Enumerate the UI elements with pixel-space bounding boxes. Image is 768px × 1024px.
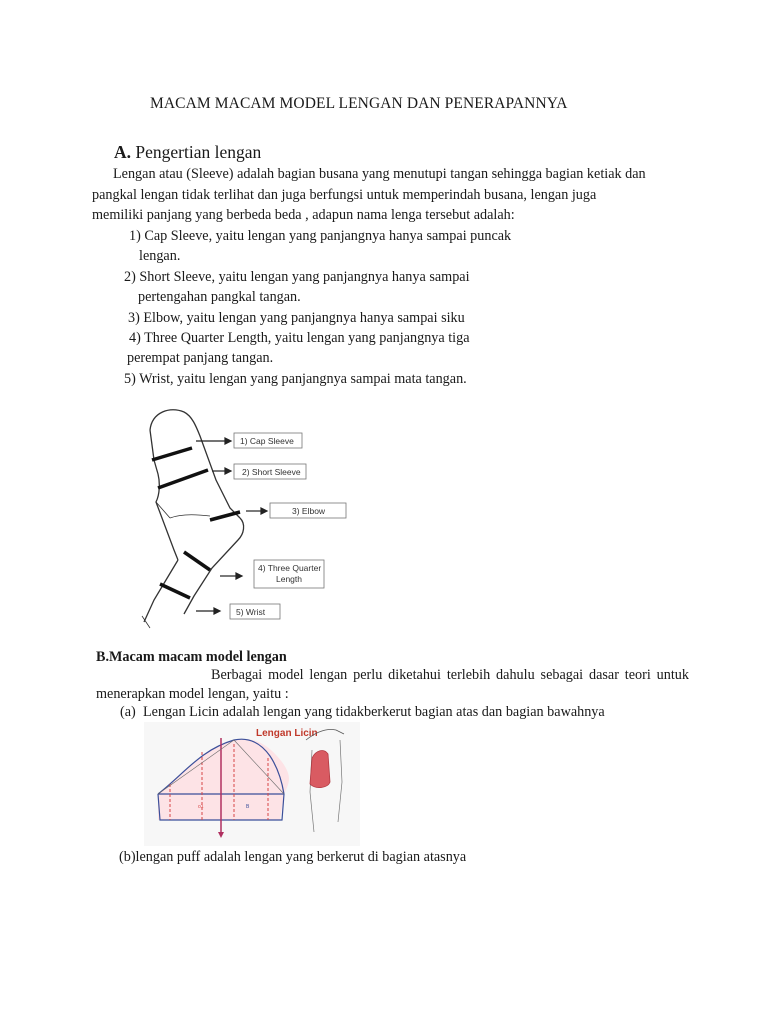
- figure-label: Lengan Licin: [256, 728, 318, 739]
- label-elbow: 3) Elbow: [292, 506, 326, 516]
- list-item-2-cont: pertengahan pangkal tangan.: [138, 289, 301, 305]
- section-b-para-line-2: menerapkan model lengan, yaitu :: [96, 686, 289, 702]
- wrist-mark: [160, 584, 190, 598]
- label-short-sleeve: 2) Short Sleeve: [242, 467, 301, 477]
- label-wrist: 5) Wrist: [236, 607, 266, 617]
- three-quarter-mark: [184, 552, 210, 570]
- list-item-4: 4) Three Quarter Length, yaitu lengan yang panjangnya tiga: [129, 330, 470, 346]
- label-length: Length: [276, 574, 302, 584]
- item-a-marker: (a): [120, 704, 136, 720]
- list-item-1-cont: lengan.: [139, 248, 181, 264]
- elbow-mark: [210, 512, 240, 520]
- section-b-para-line-1: Berbagai model lengan perlu diketahui terlebih dahulu sebagai dasar teori untuk: [211, 667, 689, 683]
- label-three-quarter: 4) Three Quarter: [258, 563, 322, 573]
- section-a-para-line-3: memiliki panjang yang berbeda beda , adapun nama lenga tersebut adalah:: [92, 207, 515, 223]
- lengan-licin-figure: [144, 722, 360, 846]
- list-item-4-cont: perempat panjang tangan.: [127, 350, 274, 366]
- mark-left: o1: [198, 804, 204, 810]
- short-sleeve-mark: [158, 470, 208, 488]
- section-a-letter: A.: [114, 142, 132, 162]
- label-cap-sleeve: 1) Cap Sleeve: [240, 436, 294, 446]
- section-a-title: Pengertian lengan: [135, 142, 262, 162]
- section-b-heading: B.Macam macam model lengan: [96, 649, 287, 665]
- list-item-2: 2) Short Sleeve, yaitu lengan yang panjangnya hanya sampai: [124, 269, 470, 285]
- list-item-1: 1) Cap Sleeve, yaitu lengan yang panjangnya hanya sampai puncak: [129, 228, 512, 244]
- mark-right: B: [246, 804, 250, 810]
- sleeve-length-figure: [130, 400, 370, 630]
- list-item-5: 5) Wrist, yaitu lengan yang panjangnya sampai mata tangan.: [124, 371, 467, 387]
- page-title: MACAM MACAM MODEL LENGAN DAN PENERAPANNYA: [150, 95, 568, 112]
- cap-sleeve-mark: [152, 448, 192, 460]
- section-a-para-line-2: pangkal lengan tidak terlihat dan juga berfungsi untuk memperindah busana, lengan juga: [92, 187, 597, 203]
- list-item-3: 3) Elbow, yaitu lengan yang panjangnya hanya sampai siku: [128, 310, 465, 326]
- item-b-text: (b)lengan puff adalah lengan yang berkerut di bagian atasnya: [119, 849, 467, 865]
- section-a-para-line-1: Lengan atau (Sleeve) adalah bagian busana yang menutupi tangan sehingga bagian ketiak dan: [113, 166, 646, 182]
- item-a-text: Lengan Licin adalah lengan yang tidakberkerut bagian atas dan bagian bawahnya: [143, 704, 605, 720]
- section-a-heading: [114, 142, 261, 163]
